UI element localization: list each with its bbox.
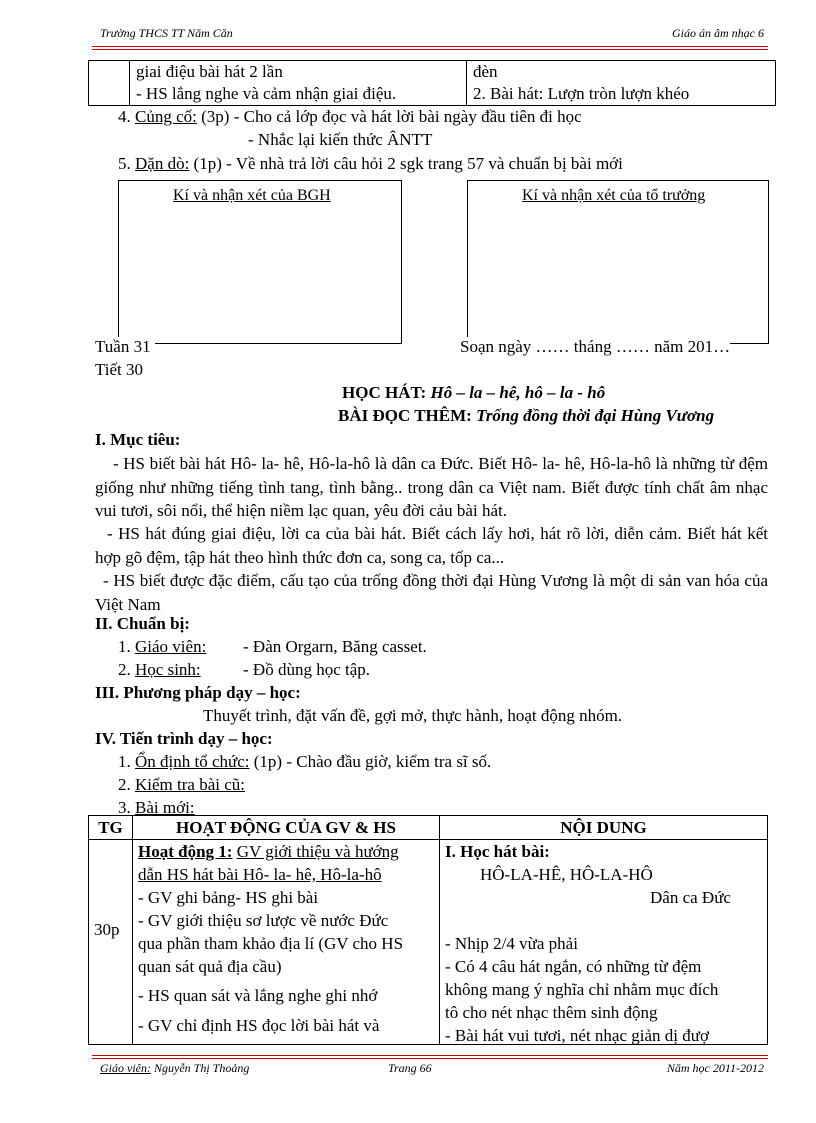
content-line-5: - Bài hát vui tươi, nét nhạc giản dị đượ xyxy=(445,1026,709,1045)
consolidation-time: (3p) xyxy=(201,107,230,126)
song-origin: Dân ca Đức xyxy=(650,888,731,907)
homework-text: - Về nhà trả lời câu hỏi 2 sgk trang 57 và chuẩn bị bài mới xyxy=(226,154,623,173)
activity-line-3: - GV ghi bảng- HS ghi bài xyxy=(138,888,319,907)
consolidation-number: 4. xyxy=(118,107,131,126)
footer-year: Năm học 2011-2012 xyxy=(666,1061,764,1075)
lesson-title-1-value: Hô – la – hê, hô – la - hô xyxy=(430,383,606,402)
consolidation-label: Củng cố: xyxy=(135,107,197,126)
section-2-item-2-label: Học sinh: xyxy=(135,660,201,679)
song-title: HÔ-LA-HÊ, HÔ-LA-HÔ xyxy=(480,865,653,884)
main-table-header-content: NỘI DUNG xyxy=(440,816,768,840)
content-line-3: không mang ý nghĩa chỉ nhằm mục đích xyxy=(445,980,719,999)
activity-line-8: - GV chỉ định HS đọc lời bài hát và xyxy=(138,1016,380,1035)
content-line-1: - Nhịp 2/4 vừa phải xyxy=(445,934,578,953)
lesson-title-1 xyxy=(342,383,605,403)
homework-line xyxy=(118,154,623,174)
section-1-heading: I. Mục tiêu: xyxy=(95,430,181,449)
section-4-item-2 xyxy=(118,775,245,795)
main-table-activity-cell xyxy=(133,840,440,1045)
header-school: Trường THCS TT Năm Căn xyxy=(100,26,233,40)
section-2-item-1 xyxy=(118,637,206,657)
header-rule xyxy=(92,46,768,47)
content-line-2: - Có 4 câu hát ngắn, có những từ đệm xyxy=(445,957,702,976)
top-left-line-1: giai điệu bài hát 2 lần xyxy=(136,62,283,81)
content-line-4: tô cho nét nhạc thêm sinh động xyxy=(445,1003,658,1022)
section-3-heading: III. Phương pháp dạy – học: xyxy=(95,683,301,702)
content-heading: I. Học hát bài: xyxy=(445,842,550,861)
section-4-item-2-num: 2. xyxy=(118,775,131,794)
section-2-item-1-num: 1. xyxy=(118,637,131,656)
sign-box-head xyxy=(467,180,769,344)
activity-line-6: quan sát quả địa cầu) xyxy=(138,957,282,976)
lesson-title-2 xyxy=(338,406,714,426)
section-4-item-2-label: Kiểm tra bài cũ: xyxy=(135,775,245,794)
top-right-line-1: đèn xyxy=(473,62,498,81)
main-table-tg-cell xyxy=(89,840,133,1045)
main-table-content-cell xyxy=(440,840,768,1045)
header-subject: Giáo án âm nhạc 6 xyxy=(672,26,764,40)
section-4-item-1-label: Ổn định tổ chức: xyxy=(135,752,250,771)
main-table-time: 30p xyxy=(94,920,120,939)
footer-teacher-label: Giáo viên: xyxy=(100,1061,151,1075)
homework-label: Dặn dò: xyxy=(135,154,190,173)
sign-box-bgh-title: Kí và nhận xét của BGH xyxy=(173,187,331,204)
section-2-item-1-label: Giáo viên: xyxy=(135,637,207,656)
top-table-tg-cell xyxy=(89,61,130,106)
footer-teacher xyxy=(100,1061,249,1076)
main-table-header-tg: TG xyxy=(89,816,133,840)
top-left-line-2: - HS lắng nghe và cảm nhận giai điệu. xyxy=(136,84,397,103)
section-2-heading: II. Chuẩn bị: xyxy=(95,614,190,633)
lesson-title-1-label: HỌC HÁT: xyxy=(342,383,427,402)
date-line: Soạn ngày …… tháng …… năm 201… xyxy=(460,337,731,356)
consolidation-text-2: - Nhắc lại kiến thức ÂNTT xyxy=(248,130,433,149)
activity-line-5: qua phần tham khảo địa lí (GV cho HS xyxy=(138,934,404,953)
section-4-item-1-num: 1. xyxy=(118,752,131,771)
homework-number: 5. xyxy=(118,154,131,173)
main-table xyxy=(88,815,768,1045)
top-table-content-cell xyxy=(467,61,776,106)
main-table-header-activity: HOẠT ĐỘNG CỦA GV & HS xyxy=(133,816,440,840)
activity-title-1: GV giới thiệu và hướng xyxy=(236,842,399,861)
consolidation-text-1: - Cho cả lớp đọc và hát lời bài ngày đầu tiên đi học xyxy=(233,107,582,126)
section-3-text: Thuyết trình, đặt vấn đề, gợi mở, thực hành, hoạt động nhóm. xyxy=(203,706,623,725)
top-right-line-2: 2. Bài hát: Lượn tròn lượn khéo xyxy=(473,84,690,103)
section-4-item-1-time: (1p) xyxy=(253,752,283,771)
top-table-activity-cell xyxy=(130,61,467,106)
homework-time: (1p) xyxy=(193,154,222,173)
section-1-para-3: - HS biết được đặc điểm, cấu tạo của trống đồng thời đại Hùng Vương là một di sản van hóa của Việt Nam xyxy=(95,571,768,614)
activity-line-4: - GV giới thiệu sơ lược về nước Đức xyxy=(138,911,389,930)
sign-box-head-title: Kí và nhận xét của tổ trưởng xyxy=(522,187,706,204)
section-4-item-3-label: Bài mới: xyxy=(135,798,195,817)
consolidation-line xyxy=(118,107,582,127)
activity-line-2: dẫn HS hát bài Hô- la- hê, Hô-la-hô xyxy=(138,865,382,884)
section-2-item-2-num: 2. xyxy=(118,660,131,679)
section-4-item-1 xyxy=(118,752,491,772)
top-table xyxy=(88,60,776,106)
section-1-para-2: - HS hát đúng giai điệu, lời ca của bài hát. Biết cách lấy hơi, hát rõ lời, diễn cảm. Biết hát kết hợp gõ đệm, tập hát theo hình thức đơn ca, song ca, tốp ca... xyxy=(95,524,768,567)
activity-line-7: - HS quan sát và lắng nghe ghi nhớ xyxy=(138,986,378,1005)
week-label: Tuần 31 xyxy=(95,337,155,357)
sign-box-bgh xyxy=(118,180,402,344)
section-2-item-2 xyxy=(118,660,201,680)
activity-line-1 xyxy=(138,842,399,862)
lesson-title-2-value: Trống đồng thời đại Hùng Vương xyxy=(476,406,715,425)
footer-rule-2 xyxy=(92,1058,768,1059)
header-rule-2 xyxy=(92,49,768,50)
section-4-heading: IV. Tiến trình dạy – học: xyxy=(95,729,273,748)
footer-teacher-name: Nguyễn Thị Thoảng xyxy=(150,1061,250,1075)
section-4-item-1-text: - Chào đầu giờ, kiểm tra sĩ số. xyxy=(286,752,492,771)
footer-rule xyxy=(92,1055,768,1056)
section-2-item-2-text: - Đồ dùng học tập. xyxy=(243,660,371,679)
section-4-item-3-num: 3. xyxy=(118,798,131,817)
section-1-para-1: - HS biết bài hát Hô- la- hê, Hô-la-hô là dân ca Đức. Biết Hô- la- hê, Hô-la-hô là những từ đệm giống như những tiếng tình tang, tình bằng.. trong dân ca Việt nam. Biết được tính chất âm nhạc vui tươi, sôi nổi, thể hiện niềm lạc quan, yêu đời cảu bài hát. xyxy=(95,454,768,520)
period-label: Tiết 30 xyxy=(95,360,144,379)
section-2-item-1-text: - Đàn Orgarn, Băng casset. xyxy=(243,637,427,656)
activity-label: Hoạt động 1: xyxy=(138,842,233,861)
footer-page: Trang 66 xyxy=(388,1061,432,1075)
lesson-title-2-label: BÀI ĐỌC THÊM: xyxy=(338,406,472,425)
